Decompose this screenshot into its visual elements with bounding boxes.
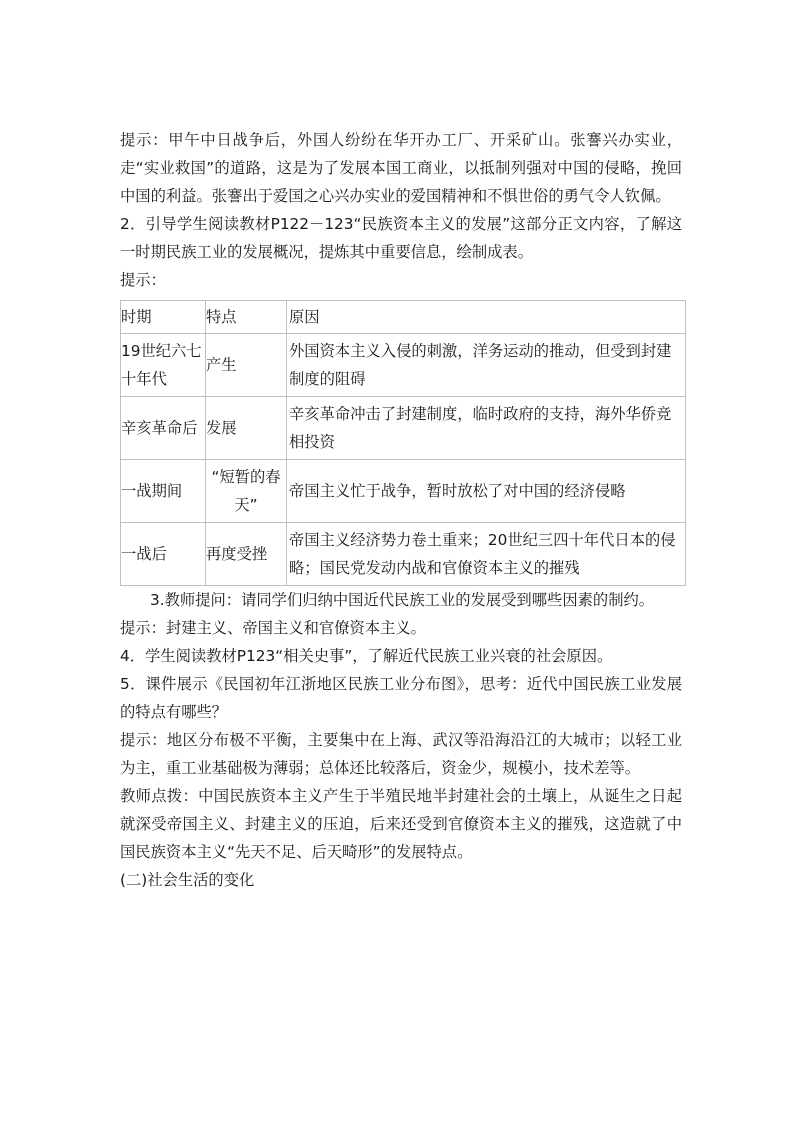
paragraph-hint-factors: 提示：封建主义、帝国主义和官僚资本主义。 <box>120 619 426 637</box>
table-cell-feature: 产生 <box>206 334 287 397</box>
document-page <box>120 126 682 894</box>
table-header-feature: 特点 <box>206 301 287 334</box>
table-cell-period: 一战期间 <box>121 460 206 523</box>
table-cell-feature: 发展 <box>206 397 287 460</box>
paragraph-zhang-jian-hint: 提示：甲午中日战争后，外国人纷纷在华开办工厂、开采矿山。张謇兴办实业，走“实业救国”的道路，这是为了发展本国工商业，以抵制列强对中国的侵略，挽回中国的利益。张謇出于爱国之心兴办实业的爱国精神和不惧世俗的勇气令人钦佩。 <box>120 131 682 205</box>
industry-development-table <box>120 300 686 586</box>
section-heading-social-life: (二)社会生活的变化 <box>120 871 255 889</box>
table-cell-feature: 再度受挫 <box>206 523 287 586</box>
table-row <box>121 334 686 397</box>
paragraph-teacher-guidance: 教师点拨：中国民族资本主义产生于半殖民地半封建社会的土壤上，从诞生之日起就深受帝国主义、封建主义的压迫，后来还受到官僚资本主义的摧残，这造就了中国民族资本主义“先天不足、后天畸形”的发展特点。 <box>120 787 682 861</box>
paragraph-hint-characteristics: 提示：地区分布极不平衡，主要集中在上海、武汉等沿海沿江的大城市；以轻工业为主，重工业基础极为薄弱；总体还比较落后，资金少，规模小，技术差等。 <box>120 731 682 777</box>
table-cell-reason: 帝国主义经济势力卷土重来；20世纪三四十年代日本的侵略；国民党发动内战和官僚资本主义的摧残 <box>287 523 686 586</box>
table-header-reason: 原因 <box>287 301 686 334</box>
table-cell-period: 辛亥革命后 <box>121 397 206 460</box>
table-cell-reason: 外国资本主义入侵的刺激，洋务运动的推动，但受到封建制度的阻碍 <box>287 334 686 397</box>
table-row <box>121 460 686 523</box>
table-row <box>121 397 686 460</box>
paragraph-step-4: 4．学生阅读教材P123“相关史事”，了解近代民族工业兴衰的社会原因。 <box>120 647 613 665</box>
paragraph-step-5: 5．课件展示《民国初年江浙地区民族工业分布图》，思考：近代中国民族工业发展的特点有哪些？ <box>120 675 682 721</box>
table-header-row <box>121 301 686 334</box>
table-cell-reason: 辛亥革命冲击了封建制度，临时政府的支持，海外华侨竞相投资 <box>287 397 686 460</box>
paragraph-step-2: 2．引导学生阅读教材P122－123“民族资本主义的发展”这部分正文内容，了解这一时期民族工业的发展概况，提炼其中重要信息，绘制成表。 <box>120 215 682 261</box>
table-cell-reason: 帝国主义忙于战争，暂时放松了对中国的经济侵略 <box>287 460 686 523</box>
paragraph-teacher-question: 3.教师提问：请同学们归纳中国近代民族工业的发展受到哪些因素的制约。 <box>150 591 655 609</box>
paragraph-hint-label: 提示： <box>120 271 166 289</box>
table-header-period: 时期 <box>121 301 206 334</box>
table-cell-period: 一战后 <box>121 523 206 586</box>
table-row <box>121 523 686 586</box>
table-cell-feature: “短暂的春天” <box>206 460 287 523</box>
table-cell-period: 19世纪六七十年代 <box>121 334 206 397</box>
